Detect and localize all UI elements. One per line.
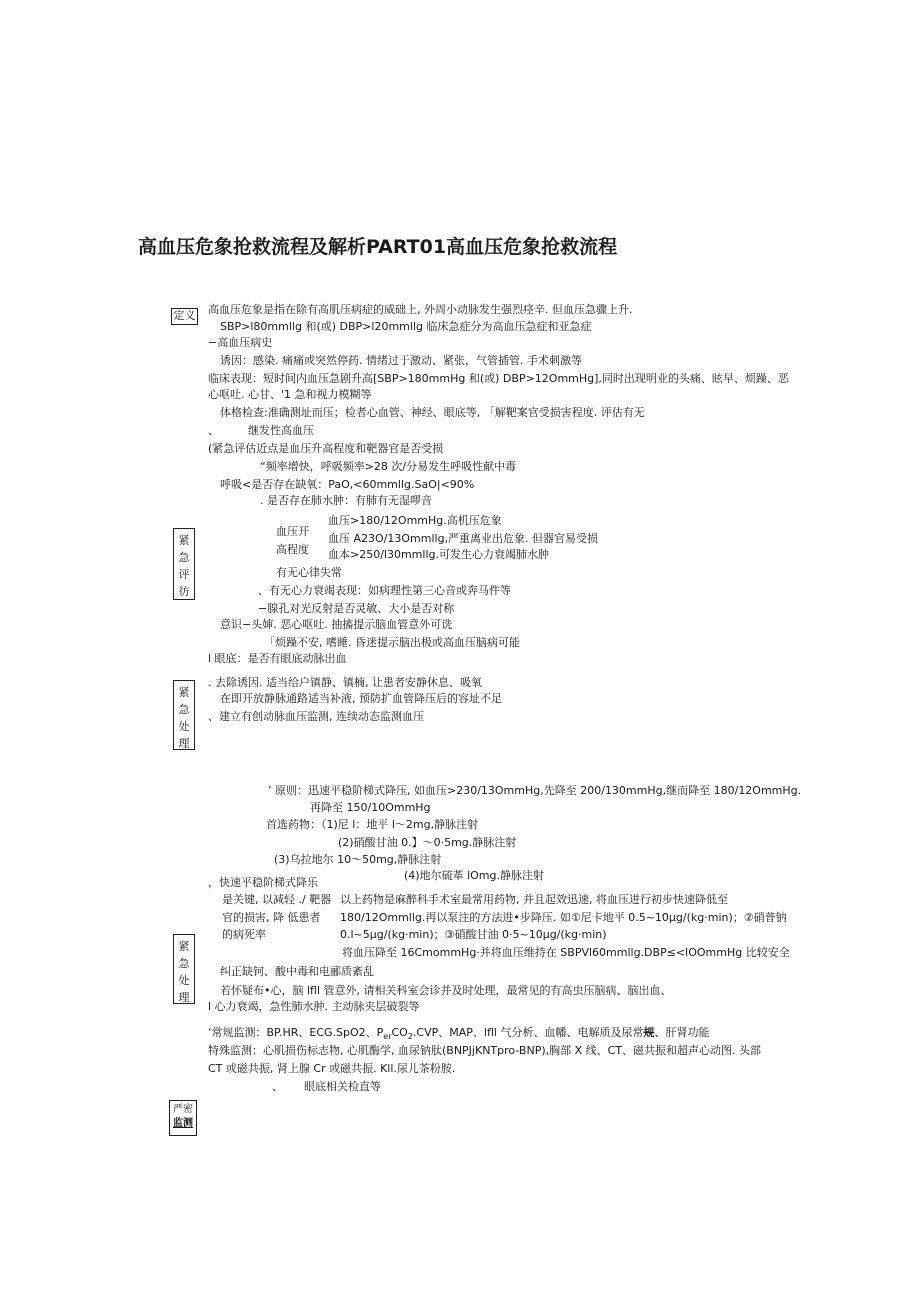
treatment-correct: 纠正缺钶、酸中毒和电郦质紊乱 — [220, 965, 374, 978]
assessment-resp: 呼吸<是否存在缺氧：PaO,<60mmllg.SaO|<90% — [220, 478, 475, 491]
label-monitoring-bottom: 监测 — [173, 1118, 193, 1129]
bp-level: 血压 A23O∕13Ommllg,严重离业出危象. 但器官易受损 — [328, 532, 599, 545]
bp-level: 血压>180/12OmmHg.高机压危象 — [328, 514, 502, 527]
definition-line: SBP>l80mmllg 和(或) DBP>l20mmllg 临床急症分为高血压急症和亚急症 — [220, 320, 592, 333]
definition-line: 继发性高血压 — [248, 424, 314, 437]
label-definition: 定义 — [171, 308, 198, 325]
label-char: 彷 — [178, 585, 190, 598]
page-title: 高血压危象抢救流程及解析PART01高血压危象抢救流程 — [138, 236, 618, 258]
label-char: 紧 — [178, 534, 190, 547]
definition-line: 体格检查:准确测址而压；检者心血管、神经、眼底等, 「解靶案官受损害程度. 评估有无 — [220, 406, 645, 419]
treatment-organ: l 心力衰竭，急性肺水肿. 主动脉夹层破裂等 — [208, 1000, 420, 1013]
treatment-key: 的病死率 — [222, 928, 266, 941]
assessment-heart: 有无心律失常 — [276, 566, 342, 579]
bp-degree-label: 高程度 — [276, 543, 309, 556]
routine-sub: 2 — [407, 1032, 413, 1042]
treatment-step: 、建立有创动脉血压监测, 连续动态监测血压 — [208, 710, 424, 723]
label-char: 理 — [178, 737, 190, 750]
assessment-fundus: l 眼底：是否有眼底动脉出血 — [208, 652, 347, 665]
label-char: 紧 — [178, 940, 190, 953]
monitoring-special: 、 — [272, 1080, 283, 1093]
label-emergency-assessment — [173, 528, 195, 600]
treatment-principle: 再降至 150/10OmmHg — [310, 801, 431, 814]
label-emergency-treatment-2 — [173, 934, 195, 1004]
monitoring-special: 特殊监测：心肌损伤标志物, 心肌酶学, 血尿钠肽(BNPJjKNTpro-BNP),胸部 X 线、CT、磁共振和超声心动图. 头部 — [208, 1044, 762, 1057]
definition-line: −高血压病史 — [208, 336, 273, 349]
monitoring-special: 眼底相关检直等 — [304, 1080, 381, 1093]
treatment-principle: ’ 原则：迅速平稳阶梯式降压, 如血压>230/13OmmHg,先降至 200/130mmHg,继而降至 180/12OmmHg. — [268, 784, 802, 797]
treatment-drug: (3)乌拉地尔 10〜50mg,静脉注射 — [274, 853, 442, 866]
assessment-heart: 、有无心力衰竭表现：如病理性第三心音或奔马件等 — [258, 584, 511, 597]
routine-part: CO — [391, 1026, 408, 1039]
label-char: 急 — [178, 551, 190, 564]
definition-line: 心呕吐. 心甘、'1 急和视力模糊等 — [208, 388, 372, 401]
label-char: 处 — [178, 974, 190, 987]
assessment-conscious: 意识−头婶. 恶心呕吐. 抽搐提示脑血管意外可诜 — [220, 618, 453, 631]
label-char: 理 — [178, 991, 190, 1004]
bp-degree-label: 血压开 — [276, 525, 309, 538]
treatment-desc: 以上药物是麻醉科手术室最常用药物, 并且起效迅速, 将血压进行初步快速降低至 — [340, 893, 728, 906]
treatment-step: . 去除诱因. 适当给户镇静、镇楠, 让患者安静休息、吸氧 — [208, 676, 482, 689]
assessment-resp: “频率增快，呼吸频率>28 次/分易发生呼吸性献中毒 — [260, 460, 517, 473]
label-close-monitoring — [169, 1100, 197, 1136]
label-monitoring-top: 严密 — [173, 1104, 193, 1115]
assessment-resp: . 是否存在肺水肿：有肺有无湿啰音 — [260, 494, 432, 507]
label-emergency-treatment — [173, 680, 195, 750]
treatment-key: 官的损害, 降 低患者 — [222, 911, 321, 924]
monitoring-routine — [208, 1026, 709, 1044]
monitoring-special: CT 或磁共振, 肾上腺 Cr 或磁共振. Kll.尿儿茶粉胺. — [208, 1062, 456, 1075]
label-char: 紧 — [178, 686, 190, 699]
label-char: 处 — [178, 720, 190, 733]
treatment-key: 是关键, 以减轻 ./ 靶器 — [222, 893, 332, 906]
routine-part: .CVP、MAP、lfll 气分析、血幡、电解质及尿常 — [412, 1026, 644, 1039]
definition-line: 临床表现：短时间内血压急剧升高[SBP>180mmHg 和(或) DBP>12OmmHg],同时出现明业的头痛、眩早、烦躁、恶 — [208, 372, 789, 385]
routine-part: ‘常规监测：BP.HR、ECG.SpO2、P — [208, 1026, 384, 1039]
treatment-organ: 若怀疑布•心，脑 lfll 管意外, 请相关科室会诊并及时处理，最常见的有高虫压脑病、脑出血、 — [220, 984, 672, 997]
label-char: 急 — [178, 957, 190, 970]
label-char: 急 — [178, 703, 190, 716]
treatment-step: 在即开放静脉通路适当补液, 预防扩血管降压后的容址不足 — [220, 692, 502, 705]
bp-level: 血本>250∕l30mmllg.可发生心力衰竭肺水肿 — [328, 548, 549, 561]
treatment-drug: (2)硝酸甘油 0.】〜0·5mg.静脉注射 — [338, 836, 517, 849]
treatment-desc: 0.l~5μg/(kg·min)；③硝酸甘油 0·5~10μg/(kg·min) — [340, 928, 607, 941]
treatment-drug: (4)地尔硫革 lOmg.静脉注射 — [404, 869, 544, 882]
routine-strike: 规 — [643, 1026, 655, 1039]
treatment-step-rapid: ，快速平稳阶梯式降乐 — [208, 876, 318, 889]
routine-part: 、肝肾功能 — [654, 1026, 710, 1039]
treatment-desc: 180/12Ommllg.再以泵注的方法进•步降压. 如①尼卡地平 0.5~10μg/(kg·min)；②硝普钠 — [340, 911, 787, 924]
treatment-desc: 将血压降至 16CmommHg·并将血压维持在 SBPVl60mmllg.DBP≤<lOOmmHg 比较安全 — [342, 946, 790, 959]
definition-line: 高血压危象是指在除有高肌压病症的威础上, 外周小动脉发生强烈痉辛. 但血压急骤上升. — [208, 303, 633, 316]
routine-sub: er — [383, 1032, 392, 1042]
assessment-intro: (紧急评估近点是血压升高程度和靶器官是否受损 — [208, 442, 444, 455]
label-char: 评 — [178, 568, 190, 581]
assessment-conscious: 「烦躁不安, 嗜睡. 昏迷提示脑出极或高血压脑病可能 — [264, 636, 520, 649]
definition-line: 、 — [208, 424, 219, 437]
definition-line: 诱因：感染. 痛痛或突然停药. 情绪过于激动、紧张，气管插管. 手术刺激等 — [220, 354, 582, 367]
treatment-drug: 首选药物：（1)尼 l：地平 l〜2mg,静脉注射 — [266, 818, 479, 831]
assessment-pupil: −腺孔对光反射是否灵敏、大小是否对称 — [258, 602, 455, 615]
